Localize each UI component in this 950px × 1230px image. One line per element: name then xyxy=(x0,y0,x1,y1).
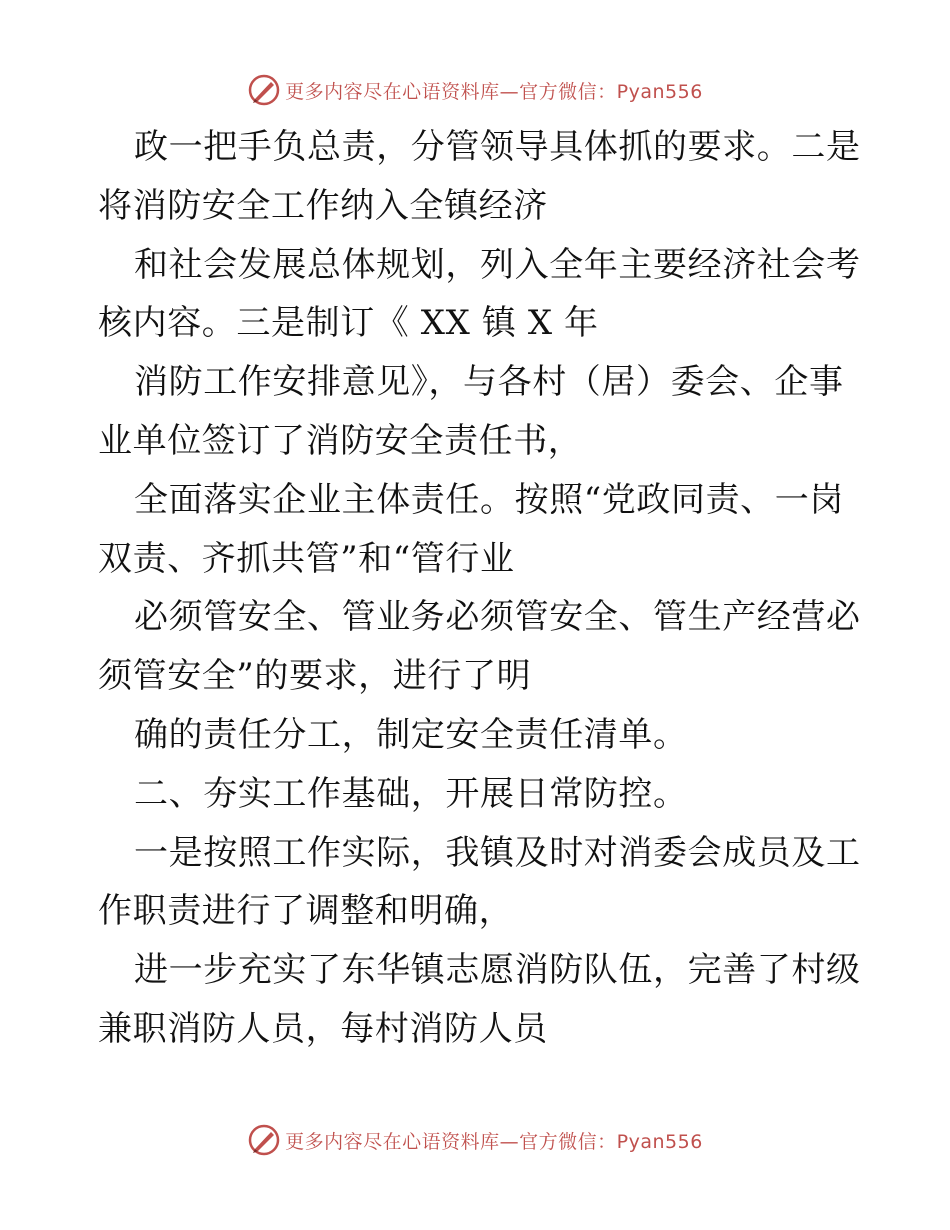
paragraph-line: 作职责进行了调整和明确， xyxy=(98,891,514,932)
watermark-text: 更多内容尽在心语资料库—官方微信：Pyan556 xyxy=(285,80,703,103)
paragraph-line: 二、夯实工作基础，开展日常防控。 xyxy=(134,773,688,814)
paragraph-line: 兼职消防人员，每村消防人员 xyxy=(98,1008,548,1049)
watermark-text: 更多内容尽在心语资料库—官方微信：Pyan556 xyxy=(285,1130,703,1153)
footer-watermark xyxy=(0,1120,950,1160)
document-body xyxy=(98,118,861,1059)
paragraph-line: 政一把手负总责，分管领导具体抓的要求。二是 xyxy=(134,127,861,167)
paragraph-line: 业单位签订了消防安全责任书， xyxy=(98,420,583,461)
paragraph-line: 核内容。三是制订《 XX 镇 X 年 xyxy=(98,303,599,344)
paragraph-line: 须管安全”的要求，进行了明 xyxy=(98,656,532,697)
paragraph-line: 消防工作安排意见》，与各村（居）委会、企事 xyxy=(134,362,844,403)
paragraph-line: 进一步充实了东华镇志愿消防队伍，完善了村级 xyxy=(134,950,861,991)
pen-logo-icon xyxy=(247,1123,281,1157)
pen-logo-icon xyxy=(247,73,281,107)
paragraph-line: 和社会发展总体规划，列入全年主要经济社会考 xyxy=(134,244,861,285)
paragraph-line: 全面落实企业主体责任。按照“党政同责、一岗 xyxy=(134,479,844,520)
paragraph-line: 确的责任分工，制定安全责任清单。 xyxy=(134,714,688,755)
paragraph-line: 必须管安全、管业务必须管安全、管生产经营必 xyxy=(134,597,861,638)
header-watermark xyxy=(0,70,950,110)
paragraph-line: 双责、齐抓共管”和“管行业 xyxy=(98,538,515,579)
paragraph-line: 将消防安全工作纳入全镇经济 xyxy=(98,185,548,226)
paragraph-line: 一是按照工作实际，我镇及时对消委会成员及工 xyxy=(134,832,861,873)
